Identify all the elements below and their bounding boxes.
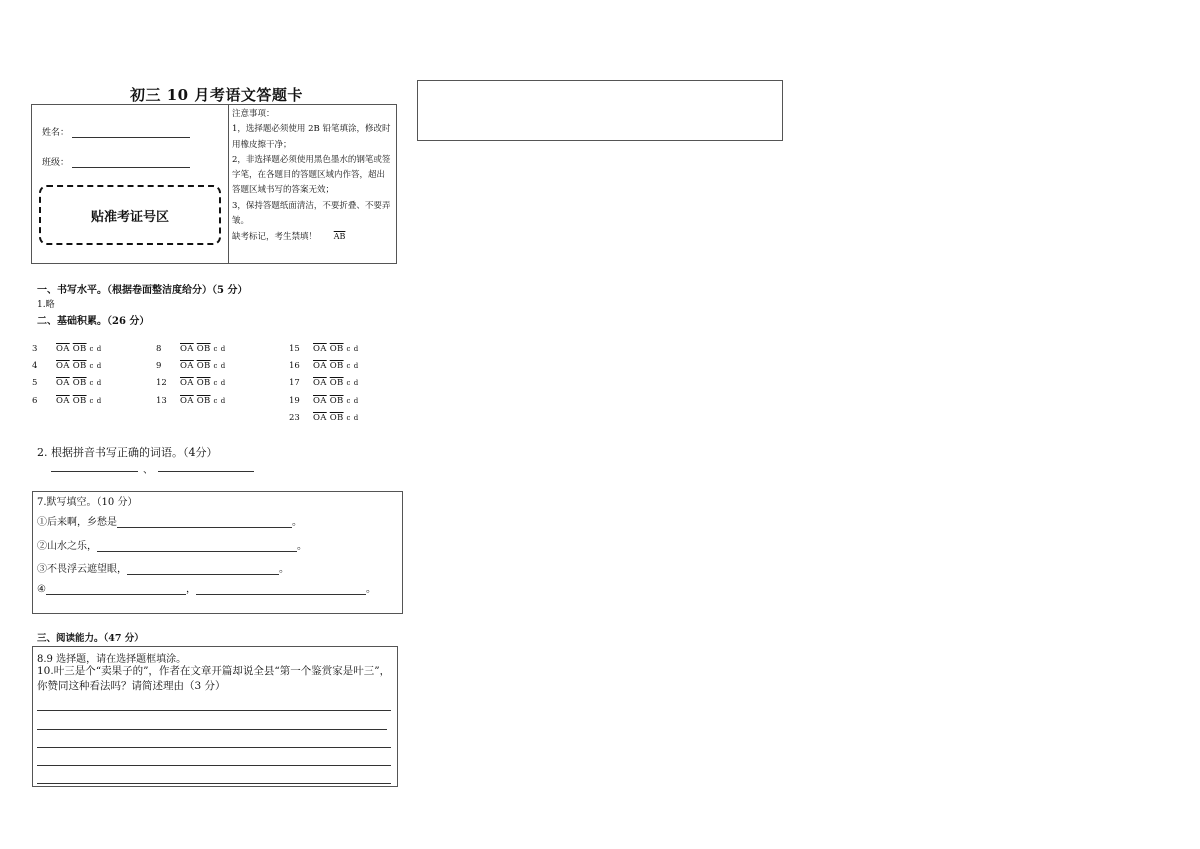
question-number: 23 [289, 413, 300, 423]
choice-row[interactable] [289, 344, 362, 354]
option-a-bubble[interactable]: $\overline{OA}$ [180, 378, 194, 388]
absent-mark-box[interactable]: $\overline{AB}$ [333, 232, 346, 242]
option-c-bubble[interactable]: c [213, 362, 218, 370]
q89-note: 8.9 选择题，请在选择题框填涂。 [37, 654, 187, 665]
option-a-bubble[interactable]: $\overline{OA}$ [180, 361, 194, 371]
option-a-bubble[interactable]: $\overline{OA}$ [313, 378, 327, 388]
q7-line-1[interactable] [37, 513, 302, 528]
period: 。 [297, 541, 307, 552]
question-number: 8 [156, 344, 162, 354]
question-number: 19 [289, 396, 300, 406]
section1-answer: 1.略 [37, 300, 55, 310]
q7-line-3-prefix: ③不畏浮云遮望眼， [37, 564, 127, 575]
q7-title: 7.默写填空。（10 分） [37, 497, 138, 508]
option-a-bubble[interactable]: $\overline{OA}$ [180, 344, 194, 354]
q10-answer-line[interactable] [37, 783, 391, 784]
name-label: 姓名： [42, 128, 70, 138]
option-d-bubble[interactable]: d [220, 362, 226, 370]
notice-title: 注意事项： [232, 109, 275, 119]
period: 。 [292, 517, 302, 528]
option-b-bubble[interactable]: $\overline{OB}$ [329, 413, 344, 423]
question-number: 6 [32, 396, 38, 406]
section1-heading: 一、书写水平。（根据卷面整洁度给分）（5 分） [37, 285, 248, 296]
option-a-bubble[interactable]: $\overline{OA}$ [313, 344, 327, 354]
option-b-bubble[interactable]: $\overline{OB}$ [72, 344, 87, 354]
header-box [31, 104, 397, 264]
q2-answer-line-2[interactable] [158, 471, 254, 472]
q7-answer-box [32, 491, 403, 614]
option-a-bubble[interactable]: $\overline{OA}$ [56, 361, 70, 371]
option-c-bubble[interactable]: c [346, 379, 351, 387]
notice-panel [228, 105, 396, 263]
option-c-bubble[interactable]: c [346, 345, 351, 353]
option-d-bubble[interactable]: d [353, 397, 359, 405]
option-d-bubble[interactable]: d [96, 362, 102, 370]
q7-line-3-blank[interactable] [127, 563, 279, 575]
option-d-bubble[interactable]: d [353, 379, 359, 387]
class-field[interactable] [42, 155, 190, 168]
option-c-bubble[interactable]: c [89, 397, 94, 405]
q7-line-2[interactable] [37, 537, 307, 552]
choice-row[interactable] [289, 378, 362, 388]
option-d-bubble[interactable]: d [220, 379, 226, 387]
option-d-bubble[interactable]: d [96, 345, 102, 353]
class-underline[interactable] [72, 158, 190, 168]
option-a-bubble[interactable]: $\overline{OA}$ [56, 344, 70, 354]
option-a-bubble[interactable]: $\overline{OA}$ [56, 378, 70, 388]
option-a-bubble[interactable]: $\overline{OA}$ [313, 413, 327, 423]
option-b-bubble[interactable]: $\overline{OB}$ [329, 378, 344, 388]
option-b-bubble[interactable]: $\overline{OB}$ [329, 396, 344, 406]
option-c-bubble[interactable]: c [213, 397, 218, 405]
option-c-bubble[interactable]: c [89, 379, 94, 387]
option-c-bubble[interactable]: c [346, 414, 351, 422]
choice-row[interactable] [156, 378, 229, 388]
option-d-bubble[interactable]: d [96, 379, 102, 387]
option-c-bubble[interactable]: c [213, 345, 218, 353]
option-b-bubble[interactable]: $\overline{OB}$ [72, 396, 87, 406]
sticker-label: 贴准考证号区 [90, 209, 169, 225]
q2-prompt: 2. 根据拼音书写正确的词语。（4分） [37, 446, 218, 459]
question-number: 4 [32, 361, 38, 371]
option-c-bubble[interactable]: c [346, 397, 351, 405]
choice-row[interactable] [289, 361, 362, 371]
choice-row[interactable] [32, 378, 105, 388]
option-a-bubble[interactable]: $\overline{OA}$ [56, 396, 70, 406]
option-d-bubble[interactable]: d [353, 414, 359, 422]
q2-answer-line-1[interactable] [51, 471, 138, 472]
absent-mark-row [232, 229, 392, 245]
q10-answer-line[interactable] [37, 747, 391, 748]
notice-item: 2，非选择题必须使用黑色墨水的钢笔或签字笔，在各题目的答题区域内作答，超出答题区域书写的答案无效； [232, 154, 391, 196]
q7-line-3[interactable] [37, 560, 289, 575]
option-b-bubble[interactable]: $\overline{OB}$ [72, 378, 87, 388]
choice-row[interactable] [32, 344, 105, 354]
q7-line-1-prefix: ①后来啊，乡愁是 [37, 517, 117, 528]
option-b-bubble[interactable]: $\overline{OB}$ [329, 344, 344, 354]
class-label: 班级： [42, 158, 70, 168]
q10-answer-line[interactable] [37, 710, 391, 711]
choice-row[interactable] [32, 361, 105, 371]
option-d-bubble[interactable]: d [353, 362, 359, 370]
question-number: 9 [156, 361, 162, 371]
comma: ， [185, 584, 196, 595]
name-underline[interactable] [72, 128, 190, 138]
exam-id-sticker-area [39, 185, 221, 245]
blank-answer-box [417, 80, 783, 141]
option-d-bubble[interactable]: d [96, 397, 102, 405]
q10-answer-line[interactable] [37, 729, 387, 730]
q10-answer-box [32, 646, 398, 787]
q7-line-4-blank-1[interactable] [46, 583, 186, 595]
option-b-bubble[interactable]: $\overline{OB}$ [196, 378, 211, 388]
student-info-panel [32, 105, 229, 263]
q7-line-2-prefix: ②山水之乐， [37, 541, 97, 552]
choice-row[interactable] [289, 413, 362, 423]
name-field[interactable] [42, 125, 190, 138]
option-b-bubble[interactable]: $\overline{OB}$ [72, 361, 87, 371]
choice-row[interactable] [289, 396, 362, 406]
option-d-bubble[interactable]: d [353, 345, 359, 353]
option-b-bubble[interactable]: $\overline{OB}$ [329, 361, 344, 371]
question-number: 15 [289, 344, 300, 354]
question-number: 5 [32, 378, 38, 388]
option-c-bubble[interactable]: c [346, 362, 351, 370]
q2-separator: 、 [143, 465, 153, 476]
section2-heading: 二、基础积累。（26 分） [37, 316, 150, 327]
option-a-bubble[interactable]: $\overline{OA}$ [180, 396, 194, 406]
period: 。 [279, 564, 289, 575]
option-b-bubble[interactable]: $\overline{OB}$ [196, 396, 211, 406]
answer-sheet-title: 初三 10 月考语文答题卡 [130, 86, 303, 104]
choice-row[interactable] [156, 361, 229, 371]
choice-row[interactable] [156, 396, 229, 406]
q7-line-4[interactable] [37, 580, 376, 595]
option-c-bubble[interactable]: c [89, 362, 94, 370]
question-number: 3 [32, 344, 38, 354]
question-number: 13 [156, 396, 167, 406]
option-a-bubble[interactable]: $\overline{OA}$ [313, 396, 327, 406]
q10-prompt: 10.叶三是个“卖果子的”，作者在文章开篇却说全县“第一个鉴赏家是叶三”，你赞同这种看法吗？请简述理由（3 分） [37, 665, 391, 692]
notice-item: 1，选择题必须使用 2B 铅笔填涂，修改时用橡皮擦干净； [232, 124, 391, 150]
option-c-bubble[interactable]: c [89, 345, 94, 353]
q7-line-4-blank-2[interactable] [196, 583, 366, 595]
option-c-bubble[interactable]: c [213, 379, 218, 387]
q10-answer-line[interactable] [37, 765, 391, 766]
option-b-bubble[interactable]: $\overline{OB}$ [196, 344, 211, 354]
question-number: 16 [289, 361, 300, 371]
option-a-bubble[interactable]: $\overline{OA}$ [313, 361, 327, 371]
option-d-bubble[interactable]: d [220, 345, 226, 353]
q7-line-1-blank[interactable] [117, 516, 292, 528]
q7-line-4-prefix: ④ [37, 584, 46, 595]
period: 。 [365, 584, 376, 595]
section3-heading: 三、阅读能力。（47 分） [37, 633, 144, 644]
question-number: 12 [156, 378, 167, 388]
absent-label: 缺考标记，考生禁填！ [232, 232, 318, 243]
option-d-bubble[interactable]: d [220, 397, 226, 405]
choice-row[interactable] [156, 344, 229, 354]
q7-line-2-blank[interactable] [97, 540, 297, 552]
question-number: 17 [289, 378, 300, 388]
notice-item: 3，保持答题纸面清洁，不要折叠、不要弄皱。 [232, 200, 391, 227]
option-b-bubble[interactable]: $\overline{OB}$ [196, 361, 211, 371]
choice-row[interactable] [32, 396, 105, 406]
